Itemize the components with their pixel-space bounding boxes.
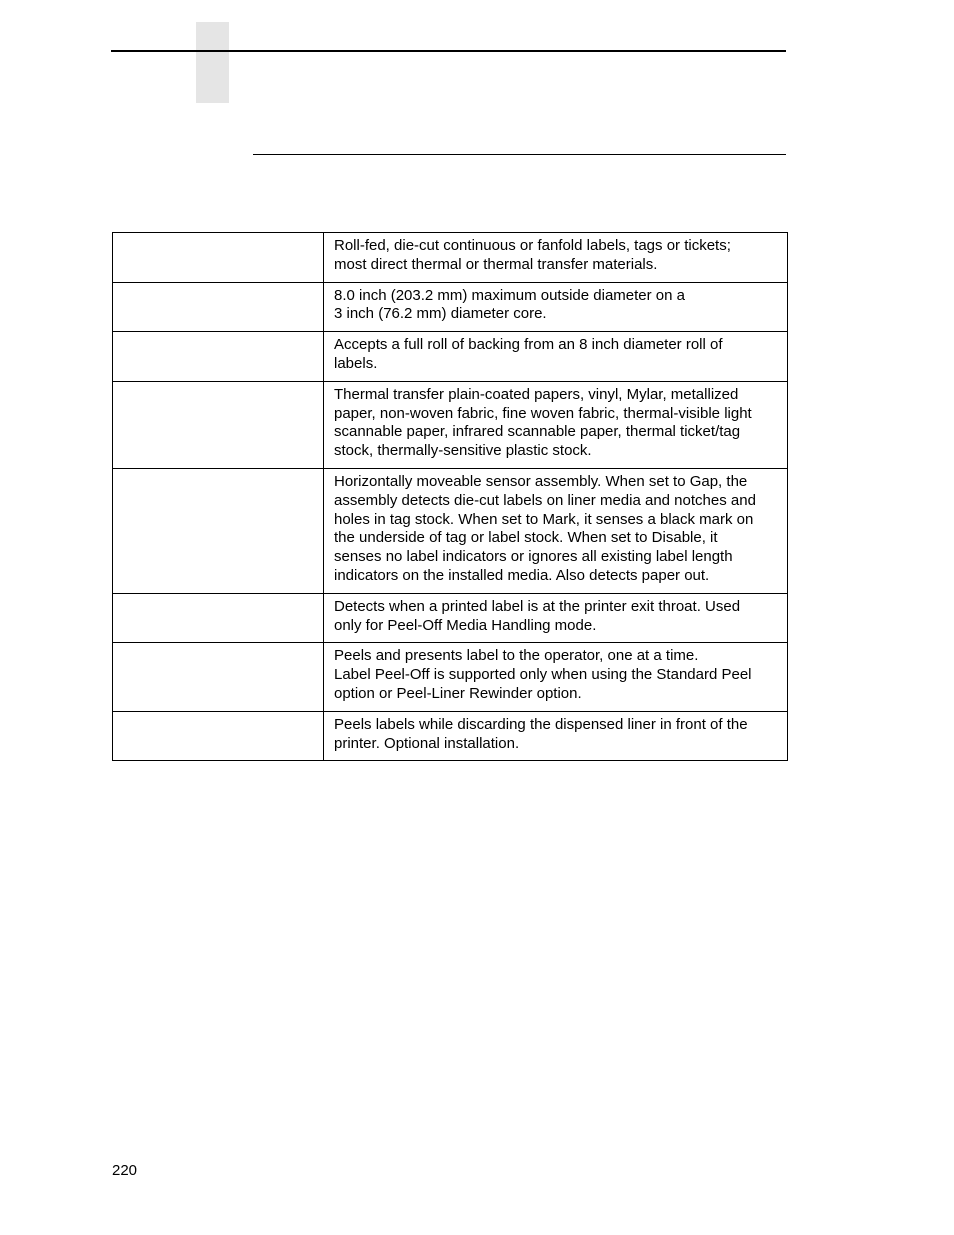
spec-label-cell bbox=[113, 643, 324, 711]
spec-description-line: Detects when a printed label is at the printer exit throat. Used bbox=[334, 597, 741, 615]
spec-description-line: labels. bbox=[334, 354, 378, 372]
spec-description-line: Peels and presents label to the operator, one at a time. bbox=[334, 647, 699, 665]
spec-description-line: option or Peel-Liner Rewinder option. bbox=[334, 684, 582, 702]
section-rule bbox=[253, 154, 786, 155]
spec-description-cell bbox=[324, 233, 788, 283]
page-number: 220 bbox=[112, 1162, 138, 1179]
spec-row bbox=[113, 282, 788, 332]
spec-label-cell bbox=[113, 233, 324, 283]
spec-row bbox=[113, 593, 788, 643]
spec-label-cell bbox=[113, 468, 324, 593]
spec-description-cell bbox=[324, 643, 788, 711]
spec-description-line: indicators on the installed media. Also detects paper out. bbox=[334, 566, 710, 584]
spec-description-cell bbox=[324, 593, 788, 643]
spec-description-line: most direct thermal or thermal transfer materials. bbox=[334, 255, 658, 273]
spec-description-line: 3 inch (76.2 mm) diameter core. bbox=[334, 305, 547, 323]
spec-description-line: scannable paper, infrared scannable paper, thermal ticket/tag bbox=[334, 423, 741, 441]
spec-description-line: paper, non-woven fabric, fine woven fabric, thermal-visible light bbox=[334, 404, 752, 422]
spec-description-line: Peels labels while discarding the dispensed liner in front of the bbox=[334, 715, 748, 733]
header-rule bbox=[111, 50, 786, 52]
spec-description-cell bbox=[324, 332, 788, 382]
spec-description-line: senses no label indicators or ignores all existing label length bbox=[334, 548, 733, 566]
spec-description-line: Accepts a full roll of backing from an 8 inch diameter roll of bbox=[334, 336, 723, 354]
spec-description-line: the underside of tag or label stock. When set to Disable, it bbox=[334, 529, 718, 547]
spec-label-cell bbox=[113, 282, 324, 332]
spec-label-cell bbox=[113, 593, 324, 643]
spec-description-line: printer. Optional installation. bbox=[334, 734, 520, 752]
spec-description-line: 8.0 inch (203.2 mm) maximum outside diameter on a bbox=[334, 286, 685, 304]
spec-table-body bbox=[113, 233, 788, 761]
spec-description-line: only for Peel-Off Media Handling mode. bbox=[334, 616, 597, 634]
spec-description-cell bbox=[324, 282, 788, 332]
spec-description-cell bbox=[324, 468, 788, 593]
spec-description-line: Roll-fed, die-cut continuous or fanfold labels, tags or tickets; bbox=[334, 237, 731, 254]
media-specifications-table bbox=[112, 232, 788, 761]
spec-row bbox=[113, 643, 788, 711]
spec-description-cell bbox=[324, 711, 788, 761]
chapter-tab-block bbox=[196, 22, 229, 103]
spec-description-line: Horizontally moveable sensor assembly. When set to Gap, the bbox=[334, 472, 748, 490]
spec-description-line: Thermal transfer plain-coated papers, vinyl, Mylar, metallized bbox=[334, 385, 739, 403]
spec-description-cell bbox=[324, 381, 788, 468]
spec-label-cell bbox=[113, 711, 324, 761]
spec-label-cell bbox=[113, 381, 324, 468]
spec-description-line: holes in tag stock. When set to Mark, it senses a black mark on bbox=[334, 510, 754, 528]
spec-row bbox=[113, 711, 788, 761]
spec-label-cell bbox=[113, 332, 324, 382]
spec-row bbox=[113, 468, 788, 593]
spec-description-line: assembly detects die-cut labels on liner media and notches and bbox=[334, 491, 756, 509]
spec-row bbox=[113, 332, 788, 382]
spec-row bbox=[113, 381, 788, 468]
spec-row bbox=[113, 233, 788, 283]
spec-description-line: Label Peel-Off is supported only when using the Standard Peel bbox=[334, 666, 752, 684]
spec-description-line: stock, thermally-sensitive plastic stock. bbox=[334, 442, 592, 460]
